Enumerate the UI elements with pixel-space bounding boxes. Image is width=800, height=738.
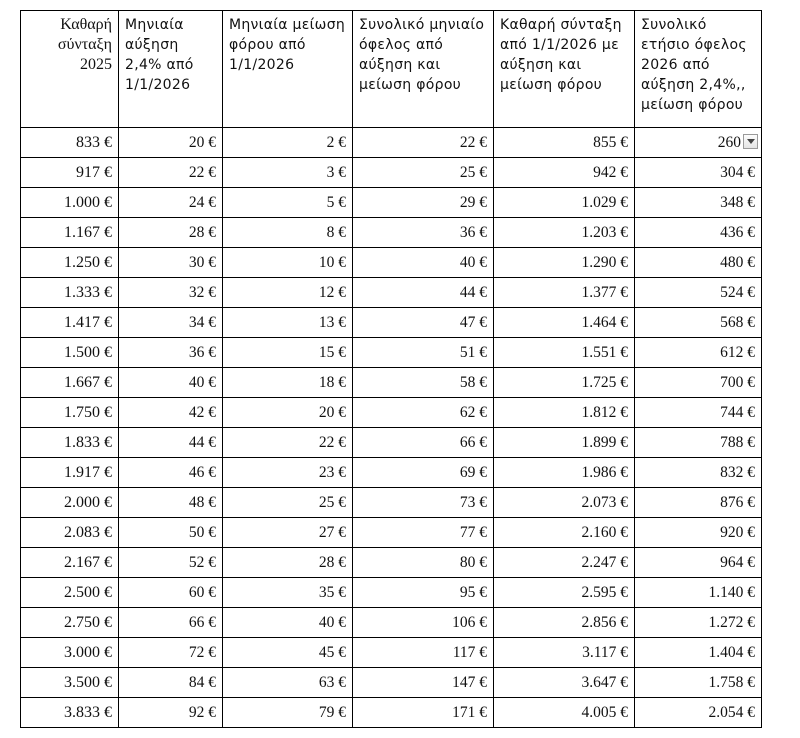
table-cell[interactable] xyxy=(223,548,353,578)
table-cell[interactable] xyxy=(635,158,762,188)
table-cell[interactable] xyxy=(635,428,762,458)
cell-value: 744 € xyxy=(720,403,755,421)
table-cell[interactable] xyxy=(635,488,762,518)
table-cell[interactable] xyxy=(119,368,223,398)
table-cell[interactable] xyxy=(119,698,223,728)
table-cell[interactable] xyxy=(119,488,223,518)
cell-value: 28 € xyxy=(318,553,346,571)
table-cell[interactable] xyxy=(494,368,635,398)
table-cell[interactable] xyxy=(119,428,223,458)
cell-value: 1.140 € xyxy=(708,583,755,601)
table-cell[interactable] xyxy=(494,308,635,338)
table-cell[interactable] xyxy=(119,218,223,248)
cell-value: 77 € xyxy=(459,523,487,541)
table-cell[interactable] xyxy=(353,338,494,368)
cell-value: 1.500 € xyxy=(64,343,112,361)
cell-value: 22 € xyxy=(459,133,487,151)
table-cell[interactable] xyxy=(21,488,119,518)
cell-value: 48 € xyxy=(188,493,216,511)
table-cell[interactable] xyxy=(494,428,635,458)
table-cell[interactable] xyxy=(21,578,119,608)
table-cell[interactable] xyxy=(353,578,494,608)
table-cell[interactable] xyxy=(119,398,223,428)
cell-value: 920 € xyxy=(720,523,755,541)
cell-value: 1.000 € xyxy=(64,193,112,211)
table-cell[interactable] xyxy=(119,188,223,218)
cell-value: 52 € xyxy=(188,553,216,571)
table-cell[interactable] xyxy=(119,308,223,338)
cell-value: 524 € xyxy=(720,283,755,301)
table-cell[interactable] xyxy=(353,548,494,578)
cell-value: 833 € xyxy=(76,133,112,151)
cell-value: 24 € xyxy=(188,193,216,211)
table-row xyxy=(21,698,762,728)
table-cell[interactable] xyxy=(353,458,494,488)
table-cell[interactable] xyxy=(21,368,119,398)
cell-value: 304 € xyxy=(720,163,755,181)
table-cell[interactable] xyxy=(223,458,353,488)
table-cell[interactable] xyxy=(494,548,635,578)
header-cell: Καθαρή σύνταξη από 1/1/2026 με αύξηση και μείωση φόρου xyxy=(494,11,635,128)
table-cell[interactable] xyxy=(494,458,635,488)
cell-value: 47 € xyxy=(459,313,487,331)
table-cell[interactable] xyxy=(353,488,494,518)
table-row xyxy=(21,158,762,188)
cell-value: 3 € xyxy=(326,163,346,181)
header-cell: Συνολικό μηνιαίο όφελος από αύξηση και μείωση φόρου xyxy=(353,11,494,128)
table-cell[interactable] xyxy=(119,128,223,158)
cell-value: 3.000 € xyxy=(64,643,112,661)
cell-value: 60 € xyxy=(188,583,216,601)
cell-value: 436 € xyxy=(720,223,755,241)
table-cell[interactable] xyxy=(223,428,353,458)
cell-value: 4.005 € xyxy=(581,703,628,721)
cell-value: 62 € xyxy=(459,403,487,421)
cell-value: 51 € xyxy=(459,343,487,361)
table-cell[interactable] xyxy=(223,188,353,218)
table-cell[interactable] xyxy=(635,128,762,158)
cell-value: 1.203 € xyxy=(581,223,628,241)
cell-value: 29 € xyxy=(459,193,487,211)
cell-value: 3.647 € xyxy=(581,673,628,691)
cell-value: 34 € xyxy=(188,313,216,331)
table-cell[interactable] xyxy=(353,638,494,668)
table-cell[interactable] xyxy=(21,218,119,248)
table-cell[interactable] xyxy=(353,398,494,428)
table-row xyxy=(21,488,762,518)
cell-value: 10 € xyxy=(318,253,346,271)
table-cell[interactable] xyxy=(635,518,762,548)
cell-value: 2 € xyxy=(326,133,346,151)
table-row xyxy=(21,278,762,308)
cell-value: 72 € xyxy=(188,643,216,661)
table-cell[interactable] xyxy=(119,518,223,548)
table-row xyxy=(21,638,762,668)
table-body xyxy=(21,128,762,728)
cell-value: 3.117 € xyxy=(582,643,628,661)
table-cell[interactable] xyxy=(223,218,353,248)
cell-value: 117 € xyxy=(452,643,487,661)
table-cell[interactable] xyxy=(353,248,494,278)
table-cell[interactable] xyxy=(21,638,119,668)
cell-value: 69 € xyxy=(459,463,487,481)
table-row xyxy=(21,248,762,278)
cell-value: 35 € xyxy=(318,583,346,601)
cell-value: 13 € xyxy=(318,313,346,331)
table-cell[interactable] xyxy=(223,308,353,338)
table-cell[interactable] xyxy=(635,578,762,608)
cell-value: 80 € xyxy=(459,553,487,571)
cell-value: 36 € xyxy=(188,343,216,361)
cell-value: 22 € xyxy=(188,163,216,181)
table-cell[interactable] xyxy=(21,248,119,278)
cell-value: 832 € xyxy=(720,463,755,481)
cell-value: 42 € xyxy=(188,403,216,421)
cell-value: 2.595 € xyxy=(581,583,628,601)
table-cell[interactable] xyxy=(635,458,762,488)
cell-value: 855 € xyxy=(593,133,628,151)
cell-value: 40 € xyxy=(318,613,346,631)
cell-value: 1.377 € xyxy=(581,283,628,301)
cell-value: 348 € xyxy=(720,193,755,211)
table-cell[interactable] xyxy=(353,518,494,548)
cell-value: 1.029 € xyxy=(581,193,628,211)
cell-value: 50 € xyxy=(188,523,216,541)
table-cell[interactable] xyxy=(494,218,635,248)
table-cell[interactable] xyxy=(635,668,762,698)
cell-value: 2.073 € xyxy=(581,493,628,511)
table-row xyxy=(21,218,762,248)
cell-value: 1.167 € xyxy=(64,223,112,241)
table-cell[interactable] xyxy=(223,278,353,308)
cell-value: 5 € xyxy=(326,193,346,211)
table-cell[interactable] xyxy=(635,278,762,308)
table-cell[interactable] xyxy=(494,578,635,608)
table-cell[interactable] xyxy=(21,548,119,578)
cell-value: 1.404 € xyxy=(708,643,755,661)
cell-value: 95 € xyxy=(459,583,487,601)
cell-value: 917 € xyxy=(76,163,112,181)
table-row xyxy=(21,338,762,368)
table-row xyxy=(21,578,762,608)
table-cell[interactable] xyxy=(223,488,353,518)
cell-value: 1.464 € xyxy=(581,313,628,331)
cell-value: 1.917 € xyxy=(64,463,112,481)
table-cell[interactable] xyxy=(635,548,762,578)
cell-value: 2.160 € xyxy=(581,523,628,541)
table-cell[interactable] xyxy=(119,458,223,488)
cell-value: 788 € xyxy=(720,433,755,451)
cell-value: 40 € xyxy=(459,253,487,271)
table-cell[interactable] xyxy=(494,398,635,428)
table-cell[interactable] xyxy=(21,158,119,188)
cell-value: 45 € xyxy=(318,643,346,661)
table-cell[interactable] xyxy=(223,128,353,158)
table-cell[interactable] xyxy=(223,638,353,668)
table-cell[interactable] xyxy=(494,278,635,308)
table-row xyxy=(21,458,762,488)
header-cell: Καθαρή σύνταξη 2025 xyxy=(21,11,119,128)
cell-value: 1.758 € xyxy=(708,673,755,691)
table-cell[interactable] xyxy=(494,158,635,188)
table-cell[interactable] xyxy=(119,548,223,578)
cell-value: 1.667 € xyxy=(64,373,112,391)
cell-value: 30 € xyxy=(188,253,216,271)
table-row xyxy=(21,188,762,218)
cell-value: 73 € xyxy=(459,493,487,511)
cell-value: 700 € xyxy=(720,373,755,391)
table-row xyxy=(21,368,762,398)
pension-table-container xyxy=(20,10,761,728)
table-cell[interactable] xyxy=(223,398,353,428)
cell-value: 1.812 € xyxy=(581,403,628,421)
table-cell[interactable] xyxy=(21,308,119,338)
cell-value: 942 € xyxy=(593,163,628,181)
cell-value: 15 € xyxy=(318,343,346,361)
table-cell[interactable] xyxy=(119,638,223,668)
table-cell[interactable] xyxy=(353,188,494,218)
table-cell[interactable] xyxy=(21,128,119,158)
table-cell[interactable] xyxy=(494,188,635,218)
cell-value: 40 € xyxy=(188,373,216,391)
pension-table xyxy=(20,10,762,728)
header-cell: Συνολικό ετήσιο όφελος 2026 από αύξηση 2,4%,, μείωση φόρου xyxy=(635,11,762,128)
cell-value: 2.000 € xyxy=(64,493,112,511)
cell-value: 1.333 € xyxy=(64,283,112,301)
table-cell[interactable] xyxy=(223,608,353,638)
table-cell[interactable] xyxy=(635,398,762,428)
cell-value: 25 € xyxy=(318,493,346,511)
table-cell[interactable] xyxy=(494,668,635,698)
cell-value: 36 € xyxy=(459,223,487,241)
table-cell[interactable] xyxy=(353,158,494,188)
cell-value: 568 € xyxy=(720,313,755,331)
table-cell[interactable] xyxy=(223,578,353,608)
cell-value: 2.054 € xyxy=(708,703,755,721)
table-cell[interactable] xyxy=(635,338,762,368)
cell-value: 1.272 € xyxy=(708,613,755,631)
table-row xyxy=(21,668,762,698)
cell-value: 1.899 € xyxy=(581,433,628,451)
cell-value: 84 € xyxy=(188,673,216,691)
table-row xyxy=(21,428,762,458)
table-cell[interactable] xyxy=(119,248,223,278)
table-cell[interactable] xyxy=(119,578,223,608)
table-row xyxy=(21,128,762,158)
table-row xyxy=(21,608,762,638)
cell-value: 3.500 € xyxy=(64,673,112,691)
cell-value: 876 € xyxy=(720,493,755,511)
cell-value: 2.083 € xyxy=(64,523,112,541)
cell-value: 18 € xyxy=(318,373,346,391)
table-cell[interactable] xyxy=(353,668,494,698)
table-cell[interactable] xyxy=(494,518,635,548)
header-cell: Μηνιαία αύξηση 2,4% από 1/1/2026 xyxy=(119,11,223,128)
table-cell[interactable] xyxy=(635,638,762,668)
table-cell[interactable] xyxy=(353,698,494,728)
table-cell[interactable] xyxy=(635,248,762,278)
cell-value: 12 € xyxy=(318,283,346,301)
table-cell[interactable] xyxy=(494,248,635,278)
cell-value: 23 € xyxy=(318,463,346,481)
table-cell[interactable] xyxy=(223,368,353,398)
table-cell[interactable] xyxy=(223,698,353,728)
cell-value: 44 € xyxy=(459,283,487,301)
cell-value: 27 € xyxy=(318,523,346,541)
cell-value: 1.290 € xyxy=(581,253,628,271)
table-cell[interactable] xyxy=(494,608,635,638)
cell-value: 1.725 € xyxy=(581,373,628,391)
cell-value: 32 € xyxy=(188,283,216,301)
table-cell[interactable] xyxy=(21,668,119,698)
table-cell[interactable] xyxy=(494,698,635,728)
cell-value: 28 € xyxy=(188,223,216,241)
table-cell[interactable] xyxy=(119,338,223,368)
table-cell[interactable] xyxy=(223,338,353,368)
cell-value: 8 € xyxy=(326,223,346,241)
cell-value: 2.856 € xyxy=(581,613,628,631)
table-cell[interactable] xyxy=(353,608,494,638)
table-row xyxy=(21,308,762,338)
cell-value: 63 € xyxy=(318,673,346,691)
cell-value: 20 € xyxy=(318,403,346,421)
cell-value: 46 € xyxy=(188,463,216,481)
cell-value: 2.750 € xyxy=(64,613,112,631)
cell-value: 3.833 € xyxy=(64,703,112,721)
table-cell[interactable] xyxy=(635,308,762,338)
cell-value: 58 € xyxy=(459,373,487,391)
cell-value: 612 € xyxy=(720,343,755,361)
table-cell[interactable] xyxy=(353,128,494,158)
cell-value: 964 € xyxy=(720,553,755,571)
cell-value: 1.250 € xyxy=(64,253,112,271)
table-cell[interactable] xyxy=(635,368,762,398)
table-cell[interactable] xyxy=(119,158,223,188)
table-cell[interactable] xyxy=(223,248,353,278)
header-row xyxy=(21,11,762,128)
cell-value: 2.500 € xyxy=(64,583,112,601)
header-cell: Μηνιαία μείωση φόρου από 1/1/2026 xyxy=(223,11,353,128)
table-row xyxy=(21,548,762,578)
table-cell[interactable] xyxy=(353,308,494,338)
table-cell[interactable] xyxy=(494,638,635,668)
table-cell[interactable] xyxy=(119,668,223,698)
table-cell[interactable] xyxy=(353,368,494,398)
table-cell[interactable] xyxy=(635,188,762,218)
table-row xyxy=(21,398,762,428)
table-cell[interactable] xyxy=(21,338,119,368)
table-cell[interactable] xyxy=(353,278,494,308)
cell-value: 79 € xyxy=(318,703,346,721)
table-cell[interactable] xyxy=(494,488,635,518)
table-cell[interactable] xyxy=(21,698,119,728)
table-cell[interactable] xyxy=(21,278,119,308)
table-cell[interactable] xyxy=(353,218,494,248)
table-cell[interactable] xyxy=(223,158,353,188)
cell-value: 22 € xyxy=(318,433,346,451)
cell-value: 260 xyxy=(717,133,741,151)
table-cell[interactable] xyxy=(635,608,762,638)
table-cell[interactable] xyxy=(494,128,635,158)
cell-value: 106 € xyxy=(452,613,487,631)
cell-value: 2.247 € xyxy=(581,553,628,571)
cell-value: 1.986 € xyxy=(581,463,628,481)
table-cell[interactable] xyxy=(21,188,119,218)
table-cell[interactable] xyxy=(353,428,494,458)
cell-value: 147 € xyxy=(452,673,487,691)
table-cell[interactable] xyxy=(223,668,353,698)
table-cell[interactable] xyxy=(223,518,353,548)
cell-value: 66 € xyxy=(459,433,487,451)
table-cell[interactable] xyxy=(21,608,119,638)
cell-value: 92 € xyxy=(188,703,216,721)
cell-value: 44 € xyxy=(188,433,216,451)
cell-value: 66 € xyxy=(188,613,216,631)
cell-value: 1.417 € xyxy=(64,313,112,331)
table-row xyxy=(21,518,762,548)
cell-value: 171 € xyxy=(452,703,487,721)
cell-value: 480 € xyxy=(720,253,755,271)
cell-value: 25 € xyxy=(459,163,487,181)
table-cell[interactable] xyxy=(21,428,119,458)
table-cell[interactable] xyxy=(21,458,119,488)
table-cell[interactable] xyxy=(21,518,119,548)
dropdown-arrow-icon[interactable] xyxy=(743,134,758,149)
table-cell[interactable] xyxy=(21,398,119,428)
table-cell[interactable] xyxy=(635,698,762,728)
cell-value: 1.750 € xyxy=(64,403,112,421)
table-cell[interactable] xyxy=(119,608,223,638)
table-cell[interactable] xyxy=(494,338,635,368)
cell-value: 1.833 € xyxy=(64,433,112,451)
cell-value: 2.167 € xyxy=(64,553,112,571)
table-cell[interactable] xyxy=(635,218,762,248)
table-cell[interactable] xyxy=(119,278,223,308)
cell-value: 20 € xyxy=(188,133,216,151)
cell-value: 1.551 € xyxy=(581,343,628,361)
